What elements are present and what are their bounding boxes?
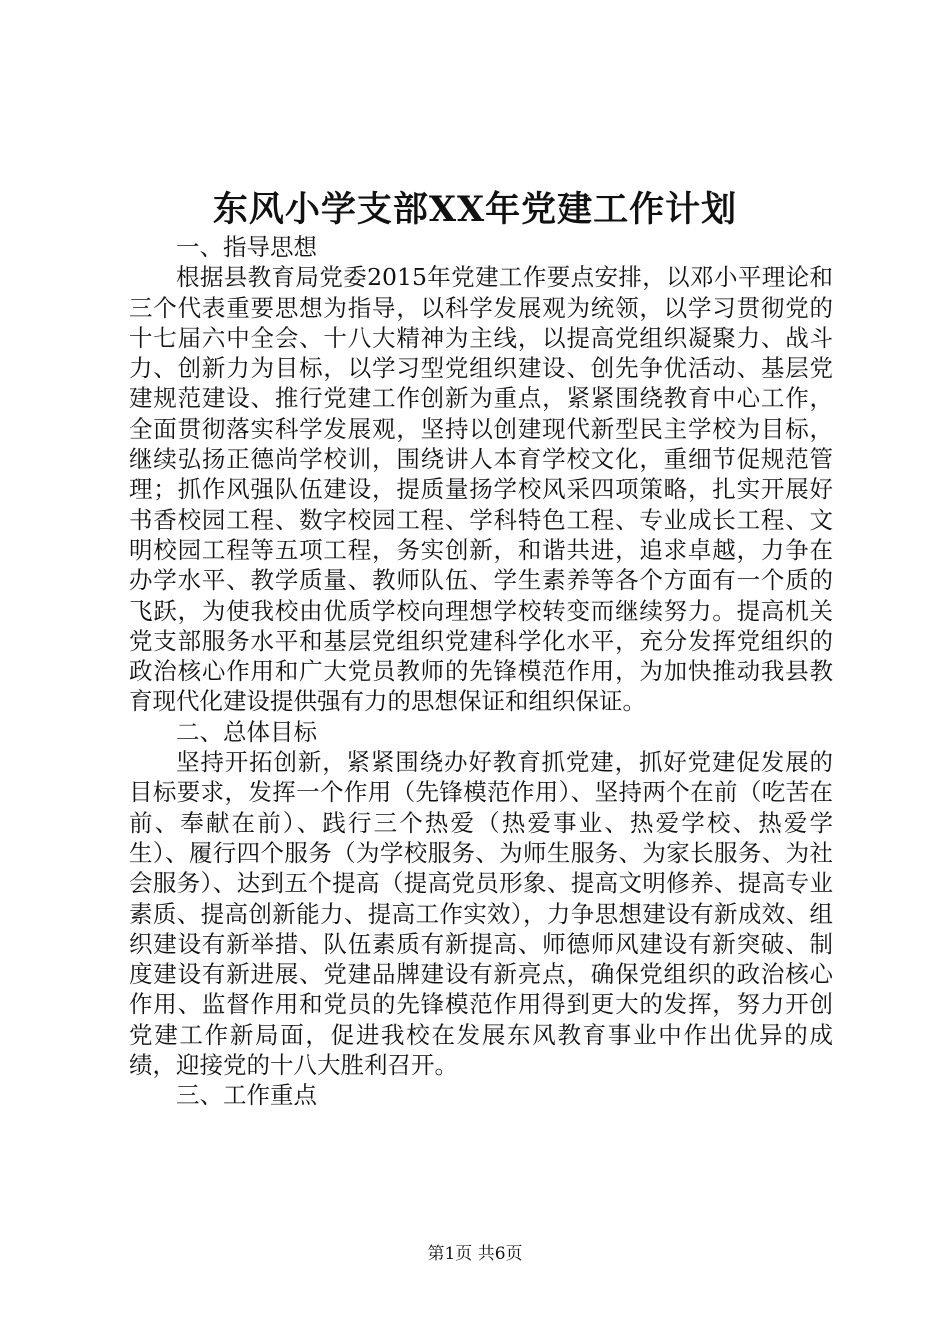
section-heading-1: 一、指导思想 (176, 233, 317, 261)
section-heading-2: 二、总体目标 (176, 717, 317, 746)
section-heading-3: 三、工作重点 (176, 1081, 317, 1110)
document-title: 东风小学支部XX年党建工作计划 (212, 189, 738, 230)
section-paragraph-2: 坚持开拓创新，紧紧围绕办好教育抓党建，抓好党建促发展的目标要求，发挥一个作用（先锋模范作用）、坚持两个在前（吃苦在前、奉献在前）、践行三个热爱（热爱事业、热爱学校、热爱学生）、履行四个服务（为学校服务、为师生服务、为家长服务、为社会服务）、达到五个提高（提高党员形象、提高文明修养、提高专业素质、提高创新能力、提高工作实效），力争思想建设有新成效、组织建设有新举措、队伍素质有新提高、师德师风建设有新突破、制度建设有新进展、党建品牌建设有新亮点，确保党组织的政治核心作用、监督作用和党员的先锋模范作用得到更大的发挥，努力开创党建工作新局面，促进我校在发展东风教育事业中作出优异的成绩，迎接党的十八大胜利召开。 (129, 748, 833, 1080)
document-body (129, 232, 833, 1111)
section-paragraph-1: 根据县教育局党委2015年党建工作要点安排，以邓小平理论和三个代表重要思想为指导，以科学发展观为统领，以学习贯彻党的十七届六中全会、十八大精神为主线，以提高党组织凝聚力、战斗力、创新力为目标，以学习型党组织建设、创先争优活动、基层党建规范建设、推行党建工作创新为重点，紧紧围绕教育中心工作，全面贯彻落实科学发展观，坚持以创建现代新型民主学校为目标，继续弘扬正德尚学校训，围绕讲人本育学校文化，重细节促规范管理；抓作风强队伍建设，提质量扬学校风采四项策略，扎实开展好书香校园工程、数字校园工程、学科特色工程、专业成长工程、文明校园工程等五项工程，务实创新，和谐共进，追求卓越，力争在办学水平、教学质量、教师队伍、学生素养等各个方面有一个质的飞跃，为使我校由优质学校向理想学校转变而继续努力。提高机关党支部服务水平和基层党组织党建科学化水平，充分发挥党组织的政治核心作用和广大党员教师的先锋模范作用，为加快推动我县教育现代化建设提供强有力的思想保证和组织保证。 (129, 263, 833, 716)
page-footer: 第1页 共6页 (427, 1244, 523, 1264)
